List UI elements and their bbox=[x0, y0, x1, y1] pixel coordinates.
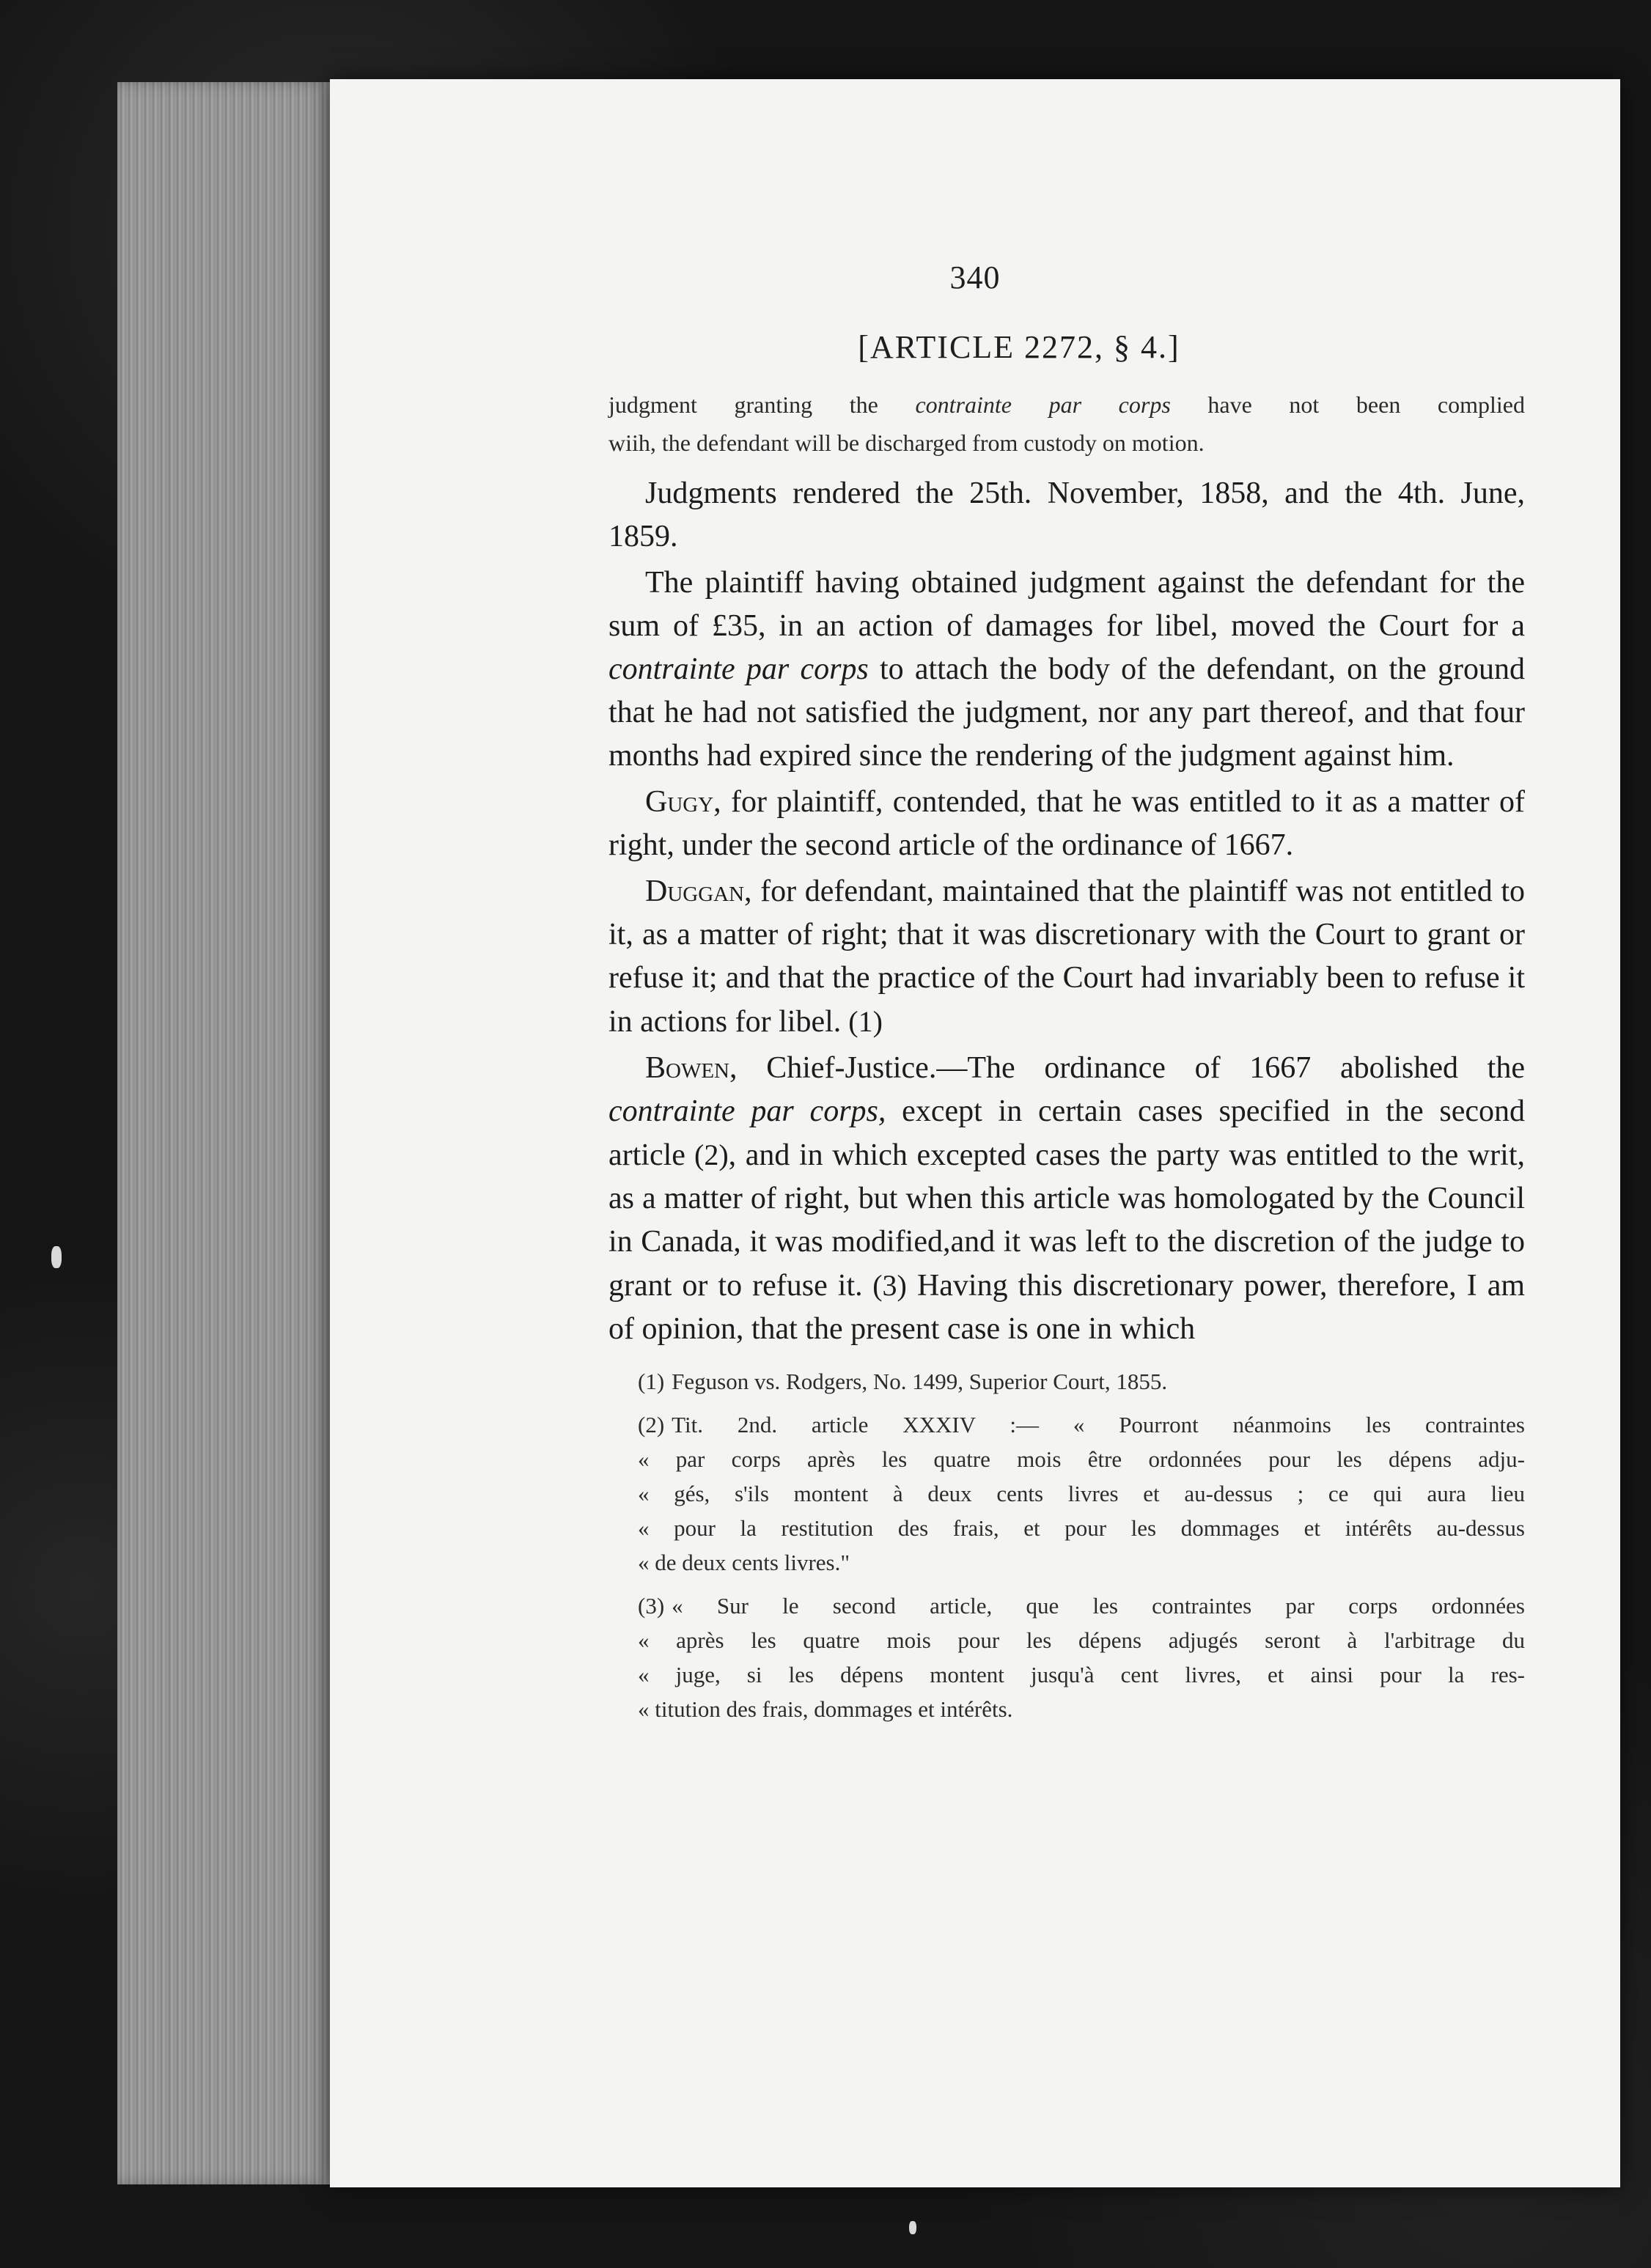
page-content bbox=[608, 386, 1525, 1735]
footnote-ref-2: (2) bbox=[685, 1138, 729, 1171]
footnote-text: Feguson vs. Rodgers, No. 1499, Superior Court, 1855. bbox=[672, 1369, 1168, 1394]
counsel-name-gugy: Gugy bbox=[645, 785, 714, 819]
italic-term: contrainte par corps bbox=[915, 391, 1171, 418]
footnote-text: « par corps après les quatre mois être ordonnées pour les dépens adju- bbox=[638, 1446, 1525, 1472]
italic-term: contrainte par corps, bbox=[608, 1094, 886, 1128]
intro-note bbox=[608, 386, 1525, 462]
footnote-1 bbox=[608, 1364, 1525, 1399]
footnote-ref-3: (3) bbox=[862, 1269, 907, 1302]
footnote-text: « gés, s'ils montent à deux cents livres et au-dessus ; ce qui aura lieu bbox=[638, 1481, 1525, 1506]
book-page-edge bbox=[117, 82, 337, 2184]
paragraph-bowen-judgment: Bowen, Chief-Justice.—The ordinance of 1667 abolished the contrainte par corps, except in certain cases specified in the second article (2), and in which excepted cases the party was entitled to the writ, as a matter of right, but when this article was homologated by the Council in Canada, it was modified,and it was left to the discretion of the judge to grant or to refuse it. (3) Having this discretionary power, therefore, I am of opinion, that the present case is one in which bbox=[608, 1051, 1526, 1346]
paragraph-facts: The plaintiff having obtained judgment against the defendant for the sum of £35, in an action of damages for libel, moved the Court for a contrainte par corps to attach the body of the defendant, on the ground that he had not satisfied the judgment, nor any part thereof, and that four months had expired since the rendering of the judgment against him. bbox=[608, 566, 1526, 773]
book-page bbox=[330, 79, 1620, 2187]
footnote-ref-1: (1) bbox=[841, 1005, 883, 1038]
counsel-name-duggan: Duggan bbox=[645, 875, 745, 908]
paragraph-gugy-argument: Gugy, for plaintiff, contended, that he was entitled to it as a matter of right, under the second article of the ordinance of 1667. bbox=[608, 785, 1525, 862]
italic-term: contrainte par corps bbox=[608, 652, 869, 686]
article-heading: [ARTICLE 2272, § 4.] bbox=[858, 329, 1180, 365]
footnote-2 bbox=[608, 1407, 1525, 1580]
footnote-text: « après les quatre mois pour les dépens adjugés seront à l'arbitrage du bbox=[638, 1627, 1525, 1653]
film-speck bbox=[909, 2221, 916, 2234]
intro-note-line-1: judgment granting the contrainte par corps have not been complied bbox=[608, 391, 1526, 418]
footnotes bbox=[608, 1364, 1525, 1726]
footnote-text: « pour la restitution des frais, et pour les dommages et intérêts au-dessus bbox=[638, 1515, 1525, 1541]
intro-note-line-2: wiih, the defendant will be discharged from custody on motion. bbox=[608, 430, 1205, 456]
page-number: 340 bbox=[949, 259, 1001, 295]
footnote-mark: (2) bbox=[638, 1412, 665, 1437]
film-speck bbox=[51, 1246, 62, 1268]
footnote-mark: (1) bbox=[638, 1369, 665, 1394]
footnote-mark: (3) bbox=[638, 1593, 665, 1619]
footnote-text: « titution des frais, dommages et intérêts. bbox=[638, 1696, 1013, 1722]
footnote-3 bbox=[608, 1588, 1525, 1726]
judge-name-bowen: Bowen bbox=[645, 1051, 729, 1085]
paragraph-judgments-dates: Judgments rendered the 25th. November, 1858, and the 4th. June, 1859. bbox=[608, 476, 1525, 553]
footnote-text: « Sur le second article, que les contraintes par corps ordonnées bbox=[672, 1593, 1525, 1619]
footnote-text: « de deux cents livres." bbox=[638, 1550, 850, 1575]
paragraph-duggan-argument: Duggan, for defendant, maintained that the plaintiff was not entitled to it, as a matter of right; that it was discretionary with the Court to grant or refuse it; and that the practice of the Court had invariably been to refuse it in actions for libel. (1) bbox=[608, 875, 1525, 1039]
footnote-text: Tit. 2nd. article XXXIV :— « Pourront néanmoins les contraintes bbox=[672, 1412, 1525, 1437]
footnote-text: « juge, si les dépens montent jusqu'à cent livres, et ainsi pour la res- bbox=[638, 1662, 1525, 1687]
